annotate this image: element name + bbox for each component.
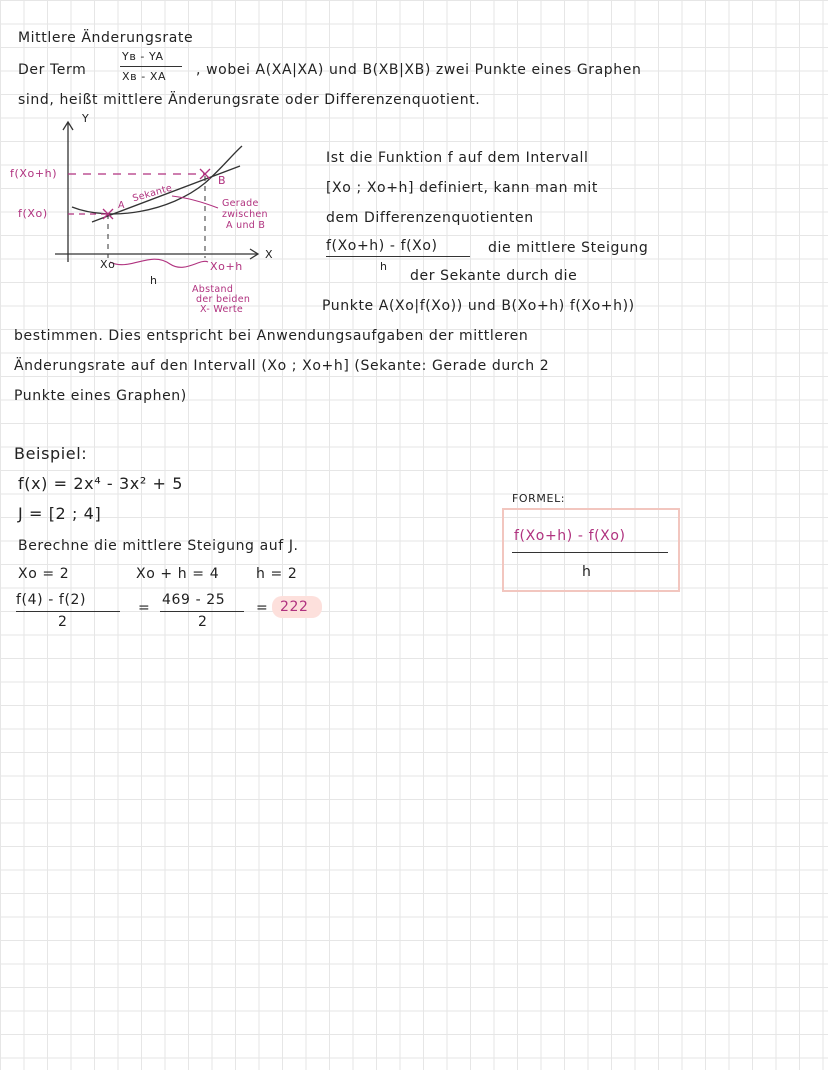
formula-denominator: h — [582, 564, 592, 580]
example-x0: Xo = 2 — [18, 566, 70, 582]
diffquot-numerator: f(Xo+h) - f(Xo) — [326, 238, 438, 254]
calc-frac1-num: f(4) - f(2) — [16, 592, 87, 608]
label-fxo: f(Xo) — [18, 207, 48, 220]
example-x0h: Xo + h = 4 — [136, 566, 220, 582]
label-fxoh: f(Xo+h) — [10, 167, 58, 180]
x-axis-label: X — [265, 248, 274, 261]
intro-term-suffix: , wobei A(XA|XA) und B(XB|XB) zwei Punkte eines Graphen — [196, 62, 642, 78]
diffquot-bar — [326, 256, 470, 257]
calc-result: 222 — [280, 599, 309, 615]
label-a: A — [118, 200, 125, 211]
calc-frac2-bar — [160, 611, 244, 612]
term-numerator: Yʙ - YA — [122, 50, 164, 63]
h-brace — [110, 259, 208, 267]
example-heading: Beispiel: — [14, 444, 88, 463]
abstand-note-1: Abstand — [192, 284, 234, 295]
calc-eq-2: = — [256, 600, 269, 616]
label-h: h — [150, 274, 158, 287]
function-curve — [72, 146, 242, 214]
example-task: Berechne die mittlere Steigung auf J. — [18, 538, 299, 554]
body-line-2: Änderungsrate auf den Intervall (Xo ; Xo+h] (Sekante: Gerade durch 2 — [14, 358, 550, 374]
label-b: B — [218, 174, 227, 187]
diffquot-denominator: h — [380, 260, 388, 273]
gerade-note-3: A und B — [226, 220, 266, 231]
gerade-pointer — [172, 196, 218, 208]
calc-frac2-num: 469 - 25 — [162, 592, 226, 608]
term-denominator: Xʙ - XA — [122, 70, 167, 83]
intro-line-2: sind, heißt mittlere Änderungsrate oder Differenzenquotient. — [18, 92, 481, 108]
formula-label: FORMEL: — [512, 492, 566, 505]
abstand-note-2: der beiden — [196, 294, 251, 305]
label-xo: Xo — [100, 258, 116, 271]
example-function: f(x) = 2x⁴ - 3x² + 5 — [18, 474, 183, 493]
calc-frac1-den: 2 — [58, 614, 68, 630]
gerade-note-1: Gerade — [222, 198, 259, 209]
example-h: h = 2 — [256, 566, 298, 582]
right-line-5: der Sekante durch die — [410, 268, 578, 284]
abstand-note-3: X- Werte — [200, 304, 244, 315]
label-sekante: Sekante — [131, 182, 174, 205]
gerade-note-2: zwischen — [222, 209, 268, 220]
example-interval: J = [2 ; 4] — [18, 504, 102, 523]
page-title: Mittlere Änderungsrate — [18, 30, 194, 46]
label-xoh: Xo+h — [210, 260, 243, 273]
calc-frac1-bar — [16, 611, 120, 612]
formula-numerator: f(Xo+h) - f(Xo) — [514, 528, 626, 544]
y-axis-label: Y — [82, 112, 90, 125]
body-line-1: bestimmen. Dies entspricht bei Anwendungsaufgaben der mittleren — [14, 328, 529, 344]
formula-bar — [512, 552, 668, 553]
right-line-6: Punkte A(Xo|f(Xo)) und B(Xo+h) f(Xo+h)) — [322, 298, 635, 314]
right-line-3: dem Differenzenquotienten — [326, 210, 534, 226]
intro-term-prefix: Der Term — [18, 62, 87, 78]
calc-frac2-den: 2 — [198, 614, 208, 630]
body-line-3: Punkte eines Graphen) — [14, 388, 187, 404]
right-line-4: die mittlere Steigung — [488, 240, 649, 256]
calc-eq-1: = — [138, 600, 151, 616]
right-line-1: Ist die Funktion f auf dem Intervall — [326, 150, 589, 166]
right-line-2: [Xo ; Xo+h] definiert, kann man mit — [326, 180, 598, 196]
